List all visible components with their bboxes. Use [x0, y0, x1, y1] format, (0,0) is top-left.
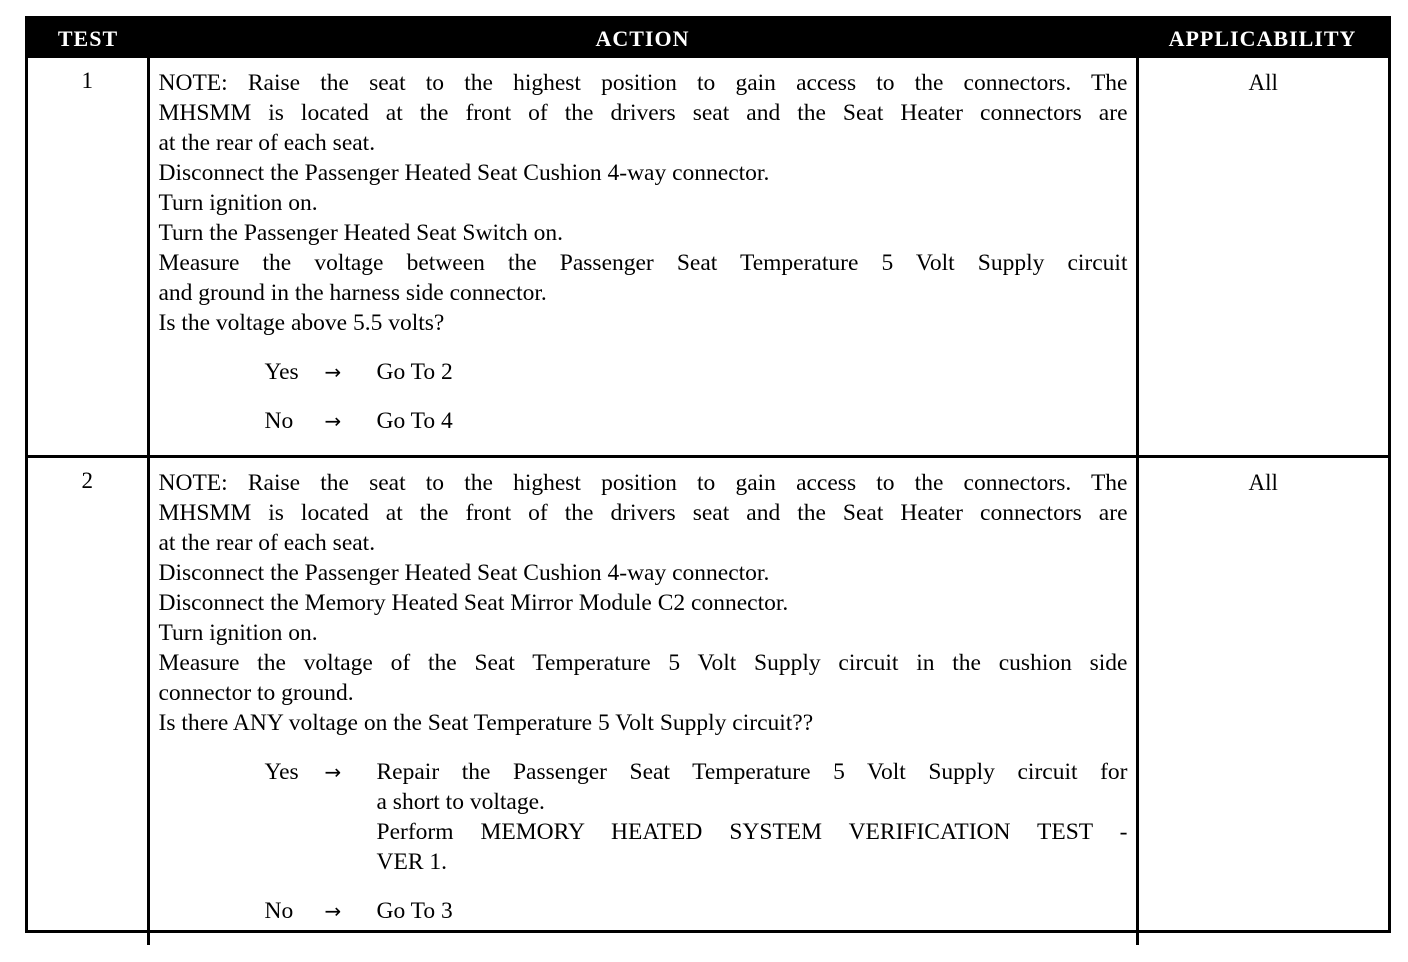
action-line: Turn ignition on.: [158, 620, 318, 646]
outcomes: [159, 757, 1128, 926]
action-instructions: [159, 68, 1128, 338]
outcome-result: [377, 757, 1128, 877]
result-line: a short to voltage.: [376, 789, 545, 815]
outcome-yes: [265, 757, 1128, 877]
action-line: MHSMM is located at the front of the drivers seat and the Seat Heater connectors are: [158, 100, 1128, 126]
result-line: VER 1.: [376, 849, 447, 875]
test-number: 2: [28, 457, 148, 946]
arrow-right-icon: →: [324, 760, 342, 784]
table-header: [28, 19, 1388, 58]
outcome-no: [265, 406, 1128, 436]
action-line: connector to ground.: [158, 680, 354, 706]
applicability-value: All: [1248, 470, 1278, 495]
table-row: [28, 457, 1388, 946]
arrow-right-icon: →: [324, 899, 342, 923]
result-line: Repair the Passenger Seat Temperature 5 Volt Supply circuit for: [376, 759, 1128, 785]
action-line: Measure the voltage between the Passenger Seat Temperature 5 Volt Supply circuit: [158, 250, 1128, 276]
diagnostic-test-table: [25, 16, 1391, 933]
outcome-result: [377, 406, 1128, 436]
action-line: at the rear of each seat.: [158, 530, 376, 556]
answer-label: Yes: [264, 359, 299, 385]
action-line: Is there ANY voltage on the Seat Temperature 5 Volt Supply circuit??: [158, 710, 814, 736]
header-action: ACTION: [595, 25, 690, 51]
action-line: Is the voltage above 5.5 volts?: [158, 310, 445, 336]
action-line: Disconnect the Passenger Heated Seat Cushion 4-way connector.: [158, 160, 770, 186]
test-number: 1: [28, 58, 148, 457]
applicability-value: All: [1137, 58, 1388, 457]
action-cell: [148, 58, 1137, 457]
action-cell: [148, 457, 1137, 946]
result-line: Go To 4: [376, 408, 453, 434]
answer-label: Yes: [264, 759, 299, 785]
action-line: NOTE: Raise the seat to the highest position to gain access to the connectors. The: [158, 470, 1128, 496]
action-line: Turn the Passenger Heated Seat Switch on.: [158, 220, 563, 246]
result-line: Perform MEMORY HEATED SYSTEM VERIFICATION TEST -: [376, 819, 1128, 845]
action-line: MHSMM is located at the front of the drivers seat and the Seat Heater connectors are: [158, 500, 1128, 526]
action-line: Disconnect the Passenger Heated Seat Cushion 4-way connector.: [158, 560, 770, 586]
test-table: [28, 19, 1388, 945]
action-line: Turn ignition on.: [158, 190, 318, 216]
result-line: Go To 3: [376, 898, 453, 924]
table-row: [28, 58, 1388, 457]
header-applicability: APPLICABILITY: [1168, 25, 1357, 51]
outcome-no: [265, 896, 1128, 926]
answer-label: No: [264, 898, 294, 924]
action-line: and ground in the harness side connector.: [158, 280, 547, 306]
action-line: at the rear of each seat.: [158, 130, 376, 156]
header-test: TEST: [57, 25, 119, 51]
arrow-right-icon: →: [324, 409, 342, 433]
outcome-yes: [265, 357, 1128, 387]
header-row: [28, 19, 1388, 58]
arrow-right-icon: →: [324, 360, 342, 384]
table-body: [28, 58, 1388, 945]
action-line: NOTE: Raise the seat to the highest position to gain access to the connectors. The: [158, 70, 1128, 96]
answer-label: No: [264, 408, 294, 434]
result-line: Go To 2: [376, 359, 453, 385]
action-instructions: [159, 468, 1128, 738]
action-line: Disconnect the Memory Heated Seat Mirror Module C2 connector.: [158, 590, 789, 616]
outcome-result: [377, 357, 1128, 387]
outcomes: [159, 357, 1128, 436]
outcome-result: [377, 896, 1128, 926]
action-line: Measure the voltage of the Seat Temperature 5 Volt Supply circuit in the cushion side: [158, 650, 1128, 676]
